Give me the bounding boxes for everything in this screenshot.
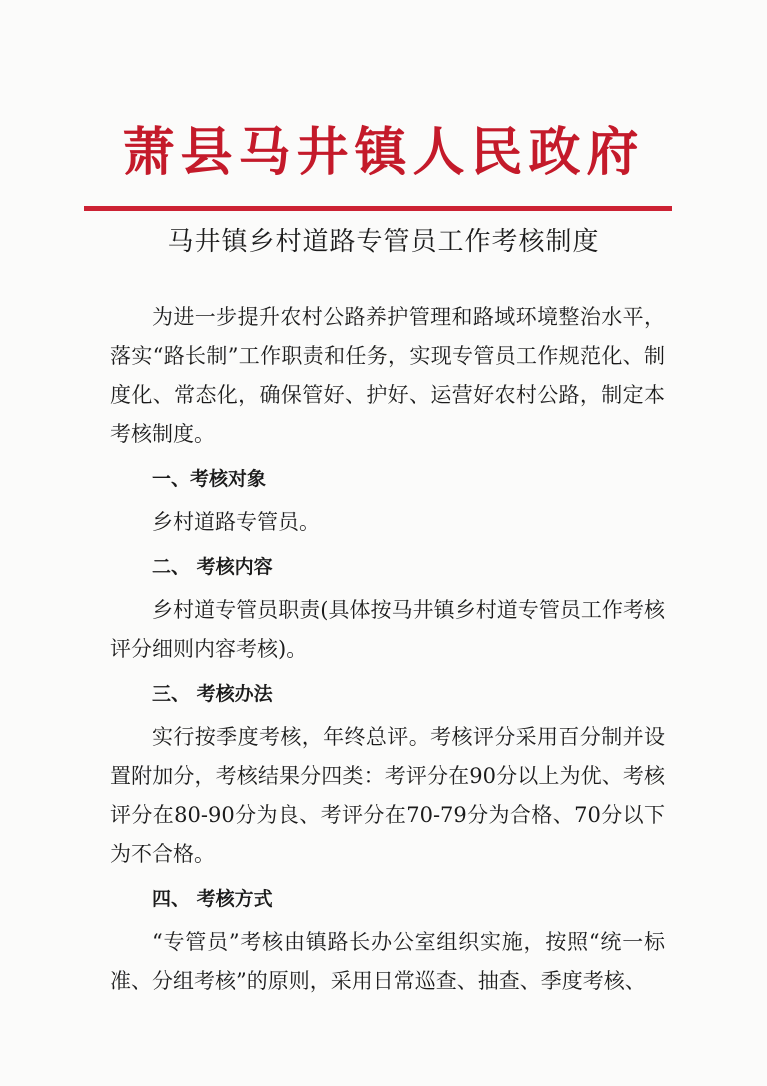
section-heading-2: 二、 考核内容 [152, 556, 273, 578]
document-title: 马井镇乡村道路专管员工作考核制度 [167, 227, 600, 257]
section-body-1: 乡村道路专管员。 [152, 510, 320, 534]
section-body-2: 乡村道专管员职责(具体按马井镇乡村道专管员工作考核评分细则内容考核)。 [110, 598, 665, 661]
section-heading-3: 三、 考核办法 [152, 683, 273, 705]
letterhead-red-rule [84, 206, 672, 211]
section-body-3: 实行按季度考核，年终总评。考核评分采用百分制并设置附加分，考核结果分四类：考评分在90分以上为优、考核评分在80-90分为良、考评分在70-79分为合格、70分以下为不合格。 [110, 725, 665, 866]
document-body [110, 298, 665, 1001]
letterhead-org-name: 萧县马井镇人民政府 [122, 122, 645, 183]
section-heading-4: 四、 考核方式 [152, 888, 273, 910]
section-body-4: “专管员”考核由镇路长办公室组织实施，按照“统一标准、分组考核”的原则，采用日常巡查、抽查、季度考核、 [110, 930, 665, 993]
intro-paragraph: 为进一步提升农村公路养护管理和路域环境整治水平，落实“路长制”工作职责和任务，实现专管员工作规范化、制度化、常态化，确保管好、护好、运营好农村公路，制定本考核制度。 [110, 305, 665, 446]
section-heading-1: 一、考核对象 [152, 468, 267, 490]
